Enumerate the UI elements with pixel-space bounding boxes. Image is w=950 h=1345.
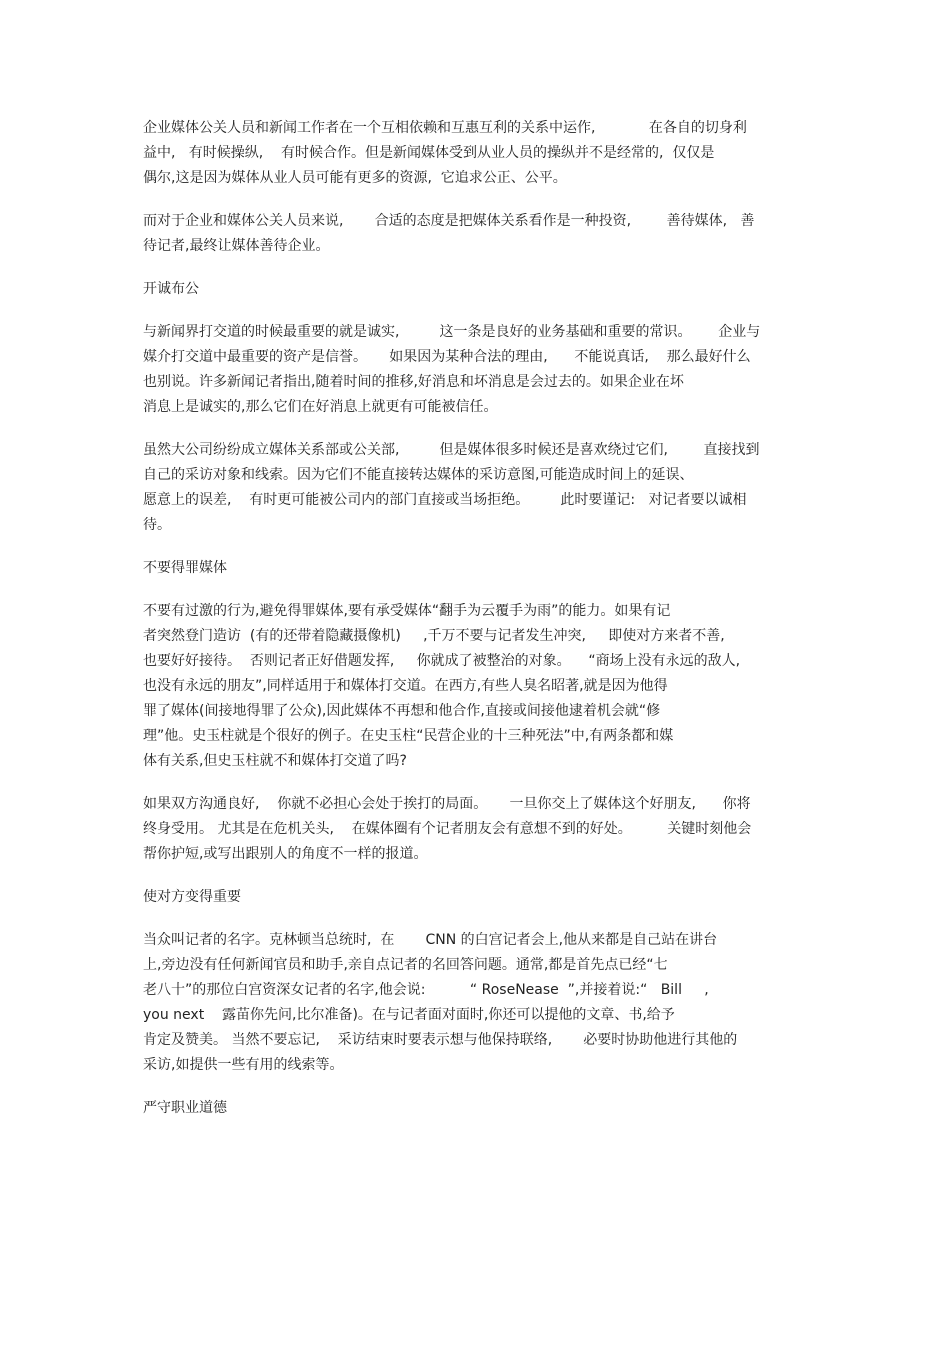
text-line: 虽然大公司纷纷成立媒体关系部或公关部, 但是媒体很多时候还是喜欢绕过它们, 直接找到: [143, 442, 760, 458]
text-line: 终身受用。 尤其是在危机关头, 在媒体圈有个记者朋友会有意想不到的好处。 关键时刻他会: [143, 821, 752, 837]
paragraph: [143, 116, 811, 191]
text-line: 益中, 有时候操纵, 有时候合作。但是新闻媒体受到从业人员的操纵并不是经常的, 仅仅是: [143, 145, 715, 161]
paragraph: [143, 792, 811, 867]
text-line: 而对于企业和媒体公关人员来说, 合适的态度是把媒体关系看作是一种投资, 善待媒体, 善: [143, 213, 755, 229]
document-body: [143, 116, 811, 1139]
text-line: 罪了媒体(间接地得罪了公众),因此媒体不再想和他合作,直接或间接他逮着机会就“修: [143, 703, 661, 719]
paragraph: [143, 599, 811, 774]
text-line: 帮你护短,或写出跟别人的角度不一样的报道。: [143, 846, 428, 862]
text-line: 老八十”的那位白宫资深女记者的名字,他会说: “ RoseNease ”,并接着说:“ Bill ,: [143, 982, 709, 998]
text-line: you next 露苗你先问,比尔准备)。在与记者面对面时,你还可以提他的文章、书,给予: [143, 1007, 675, 1023]
text-line: 愿意上的误差, 有时更可能被公司内的部门直接或当场拒绝。 此时要谨记: 对记者要以诚相: [143, 492, 747, 508]
text-line: 不要有过激的行为,避免得罪媒体,要有承受媒体“翻手为云覆手为雨”的能力。如果有记: [143, 603, 671, 619]
paragraph: [143, 928, 811, 1078]
text-line: 也别说。许多新闻记者指出,随着时间的推移,好消息和坏消息是会过去的。如果企业在坏: [143, 374, 684, 390]
text-line: 与新闻界打交道的时候最重要的就是诚实, 这一条是良好的业务基础和重要的常识。 企业与: [143, 324, 761, 340]
paragraph: [143, 209, 811, 259]
text-line: 消息上是诚实的,那么它们在好消息上就更有可能被信任。: [143, 399, 498, 415]
text-line: 媒介打交道中最重要的资产是信誉。 如果因为某种合法的理由, 不能说真话, 那么最好什么: [143, 349, 751, 365]
text-line: 也要好好接待。 否则记者正好借题发挥, 你就成了被整治的对象。 “商场上没有永远的敌人,: [143, 653, 741, 669]
text-line: 偶尔,这是因为媒体从业人员可能有更多的资源, 它追求公正、公平。: [143, 170, 567, 186]
text-line: 企业媒体公关人员和新闻工作者在一个互相依赖和互惠互利的关系中运作, 在各自的切身利: [143, 120, 747, 136]
text-line: 自己的采访对象和线索。因为它们不能直接转达媒体的采访意图,可能造成时间上的延误、: [143, 467, 694, 483]
text-line: 待记者,最终让媒体善待企业。: [143, 238, 330, 254]
text-line: 肯定及赞美。 当然不要忘记, 采访结束时要表示想与他保持联络, 必要时协助他进行其他的: [143, 1032, 738, 1048]
text-line: 待。: [143, 517, 171, 533]
section-heading: 使对方变得重要: [143, 889, 241, 905]
text-line: 当众叫记者的名字。克林顿当总统时, 在 CNN 的白宫记者会上,他从来都是自己站在讲台: [143, 932, 718, 948]
text-line: 如果双方沟通良好, 你就不必担心会处于挨打的局面。 一旦你交上了媒体这个好朋友, 你将: [143, 796, 751, 812]
text-line: 也没有永远的朋友”,同样适用于和媒体打交道。在西方,有些人臭名昭著,就是因为他得: [143, 678, 668, 694]
text-line: 理”他。史玉柱就是个很好的例子。在史玉柱“民营企业的十三种死法”中,有两条都和媒: [143, 728, 674, 744]
text-line: 上,旁边没有任何新闻官员和助手,亲自点记者的名回答问题。通常,都是首先点已经“七: [143, 957, 668, 973]
text-line: 体有关系,但史玉柱就不和媒体打交道了吗?: [143, 753, 407, 769]
text-line: 者突然登门造访 (有的还带着隐藏摄像机) ,千万不要与记者发生冲突, 即使对方来者不善,: [143, 628, 725, 644]
paragraph: [143, 320, 811, 420]
text-line: 采访,如提供一些有用的线索等。: [143, 1057, 344, 1073]
section-heading: 开诚布公: [143, 281, 199, 297]
paragraph: [143, 438, 811, 538]
section-heading: 严守职业道德: [143, 1100, 227, 1116]
section-heading: 不要得罪媒体: [143, 560, 227, 576]
